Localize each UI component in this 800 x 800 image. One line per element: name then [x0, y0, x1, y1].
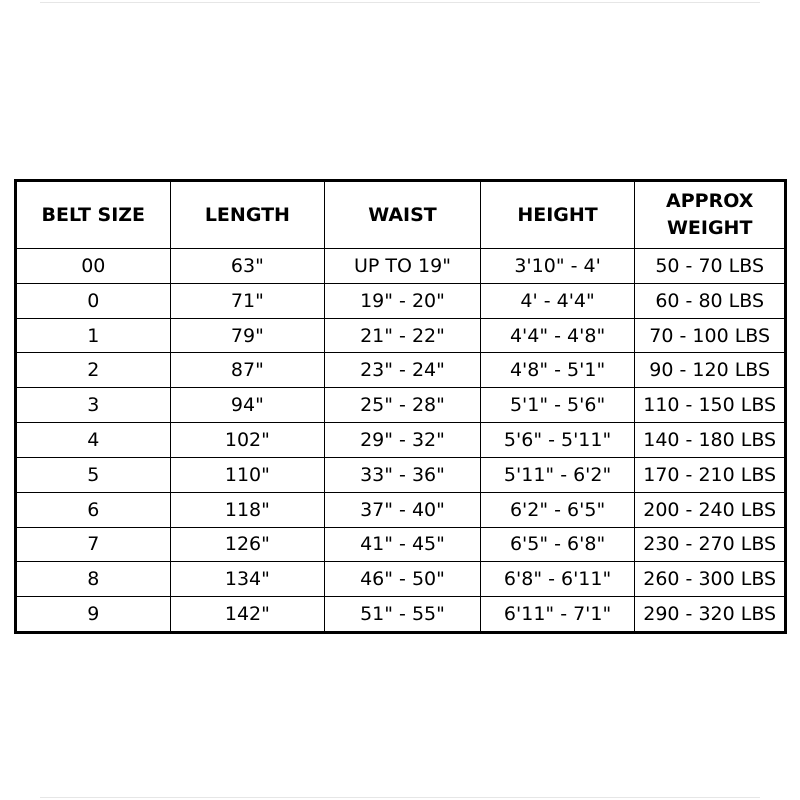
cell-length: 118" — [170, 492, 325, 527]
cell-length: 110" — [170, 457, 325, 492]
cell-waist: 51" - 55" — [325, 597, 481, 633]
cell-height: 6'8" - 6'11" — [480, 562, 635, 597]
cell-waist: 19" - 20" — [325, 283, 481, 318]
table-row — [16, 562, 786, 597]
cell-belt-size: 2 — [16, 353, 171, 388]
cell-length: 94" — [170, 388, 325, 423]
cell-approx-weight: 70 - 100 LBS — [635, 318, 786, 353]
bottom-divider — [40, 797, 760, 798]
table-row — [16, 597, 786, 633]
cell-length: 87" — [170, 353, 325, 388]
cell-waist: UP TO 19" — [325, 249, 481, 284]
cell-length: 134" — [170, 562, 325, 597]
table-row — [16, 353, 786, 388]
cell-height: 5'1" - 5'6" — [480, 388, 635, 423]
cell-length: 63" — [170, 249, 325, 284]
cell-belt-size: 3 — [16, 388, 171, 423]
cell-height: 4'8" - 5'1" — [480, 353, 635, 388]
cell-height: 6'11" - 7'1" — [480, 597, 635, 633]
cell-approx-weight: 290 - 320 LBS — [635, 597, 786, 633]
cell-waist: 41" - 45" — [325, 527, 481, 562]
cell-approx-weight: 60 - 80 LBS — [635, 283, 786, 318]
table-body — [16, 249, 786, 633]
header-approx-weight-line-2: WEIGHT — [666, 217, 753, 239]
header-belt-size: BELT SIZE — [16, 181, 171, 249]
cell-length: 71" — [170, 283, 325, 318]
cell-approx-weight: 170 - 210 LBS — [635, 457, 786, 492]
table-row — [16, 388, 786, 423]
cell-belt-size: 00 — [16, 249, 171, 284]
cell-waist: 23" - 24" — [325, 353, 481, 388]
table-row — [16, 283, 786, 318]
table-row — [16, 492, 786, 527]
cell-belt-size: 5 — [16, 457, 171, 492]
cell-length: 126" — [170, 527, 325, 562]
cell-approx-weight: 140 - 180 LBS — [635, 423, 786, 458]
table-row — [16, 527, 786, 562]
cell-belt-size: 1 — [16, 318, 171, 353]
cell-approx-weight: 90 - 120 LBS — [635, 353, 786, 388]
cell-waist: 33" - 36" — [325, 457, 481, 492]
header-waist: WAIST — [325, 181, 481, 249]
header-length: LENGTH — [170, 181, 325, 249]
top-divider — [40, 2, 760, 3]
cell-belt-size: 9 — [16, 597, 171, 633]
cell-height: 6'5" - 6'8" — [480, 527, 635, 562]
cell-height: 5'6" - 5'11" — [480, 423, 635, 458]
cell-length: 79" — [170, 318, 325, 353]
cell-waist: 37" - 40" — [325, 492, 481, 527]
cell-height: 5'11" - 6'2" — [480, 457, 635, 492]
cell-belt-size: 8 — [16, 562, 171, 597]
table-row — [16, 318, 786, 353]
cell-length: 102" — [170, 423, 325, 458]
header-approx-weight — [635, 181, 786, 249]
cell-belt-size: 0 — [16, 283, 171, 318]
belt-size-table — [14, 179, 787, 634]
cell-belt-size: 4 — [16, 423, 171, 458]
table-row — [16, 423, 786, 458]
cell-height: 4' - 4'4" — [480, 283, 635, 318]
cell-approx-weight: 230 - 270 LBS — [635, 527, 786, 562]
cell-approx-weight: 260 - 300 LBS — [635, 562, 786, 597]
cell-waist: 46" - 50" — [325, 562, 481, 597]
table-header-row — [16, 181, 786, 249]
header-height: HEIGHT — [480, 181, 635, 249]
cell-waist: 25" - 28" — [325, 388, 481, 423]
cell-belt-size: 7 — [16, 527, 171, 562]
table-row — [16, 249, 786, 284]
table-row — [16, 457, 786, 492]
cell-height: 3'10" - 4' — [480, 249, 635, 284]
header-approx-weight-line-1: APPROX — [666, 190, 754, 212]
cell-belt-size: 6 — [16, 492, 171, 527]
cell-height: 6'2" - 6'5" — [480, 492, 635, 527]
cell-length: 142" — [170, 597, 325, 633]
cell-height: 4'4" - 4'8" — [480, 318, 635, 353]
cell-approx-weight: 200 - 240 LBS — [635, 492, 786, 527]
cell-approx-weight: 110 - 150 LBS — [635, 388, 786, 423]
cell-approx-weight: 50 - 70 LBS — [635, 249, 786, 284]
cell-waist: 29" - 32" — [325, 423, 481, 458]
cell-waist: 21" - 22" — [325, 318, 481, 353]
